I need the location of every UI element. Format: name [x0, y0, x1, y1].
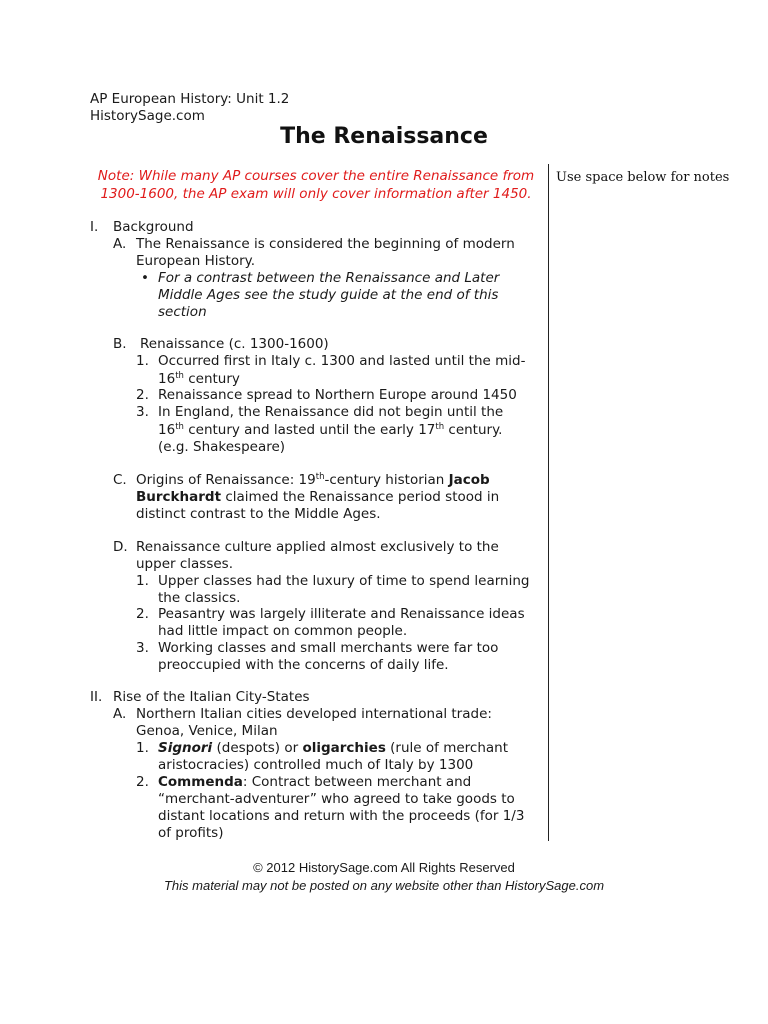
outline-text: Middle Ages see the study guide at the end of this: [158, 287, 499, 303]
item-number: 1.: [136, 573, 149, 589]
outline-text: 16th century: [158, 371, 240, 387]
outline-text: upper classes.: [136, 556, 233, 572]
outline-text: Occurred first in Italy c. 1300 and lasted until the mid-: [158, 353, 526, 369]
course-heading: AP European History: Unit 1.2: [90, 91, 290, 107]
item-number: 1.: [136, 740, 149, 756]
outline-text: Upper classes had the luxury of time to spend learning: [158, 573, 530, 589]
outline-text: the classics.: [158, 590, 241, 606]
subsection-marker: A.: [113, 236, 127, 252]
outline-text: For a contrast between the Renaissance and Later: [158, 270, 500, 286]
outline-text: Burckhardt claimed the Renaissance period stood in: [136, 489, 500, 505]
item-number: 2.: [136, 606, 149, 622]
section-heading: Background: [113, 219, 194, 235]
subsection-heading: Renaissance (c. 1300-1600): [140, 336, 329, 352]
outline-text: Commenda: Contract between merchant and: [158, 774, 472, 790]
outline-text: distinct contrast to the Middle Ages.: [136, 506, 381, 522]
section-heading: Rise of the Italian City-States: [113, 689, 310, 705]
item-number: 2.: [136, 387, 149, 403]
outline-text: of profits): [158, 825, 224, 841]
posting-notice: This material may not be posted on any website other than HistorySage.com: [163, 878, 605, 893]
subsection-marker: B.: [113, 336, 127, 352]
item-number: 2.: [136, 774, 149, 790]
subsection-marker: A.: [113, 706, 127, 722]
outline-text: preoccupied with the concerns of daily life.: [158, 657, 449, 673]
outline-text: The Renaissance is considered the beginning of modern: [136, 236, 515, 252]
subsection-marker: D.: [113, 539, 128, 555]
section-marker: II.: [90, 689, 103, 705]
outline-text: European History.: [136, 253, 255, 269]
subsection-marker: C.: [113, 472, 127, 488]
section-marker: I.: [90, 219, 99, 235]
outline-text: Northern Italian cities developed international trade:: [136, 706, 492, 722]
notes-column-label: Use space below for notes: [556, 170, 730, 185]
outline-text: distant locations and return with the proceeds (for 1/3: [158, 808, 525, 824]
exam-note: Note: While many AP courses cover the entire Renaissance from 1300-1600, the AP exam will only cover information after 1450.: [97, 168, 535, 202]
site-name: HistorySage.com: [90, 108, 205, 124]
page-title: The Renaissance: [280, 124, 488, 149]
copyright-footer: © 2012 HistorySage.com All Rights Reserved: [253, 860, 515, 875]
outline-text: 16th century and lasted until the early 17th century.: [158, 422, 503, 438]
bullet: •: [141, 270, 149, 286]
outline-text: Renaissance spread to Northern Europe around 1450: [158, 387, 517, 403]
outline-text: Origins of Renaissance: 19th-century historian Jacob: [136, 472, 490, 488]
outline-text: had little impact on common people.: [158, 623, 408, 639]
outline-text: Renaissance culture applied almost exclusively to the: [136, 539, 499, 555]
outline-text: In England, the Renaissance did not begin until the: [158, 404, 504, 420]
outline-text: aristocracies) controlled much of Italy by 1300: [158, 757, 474, 773]
column-divider: [548, 164, 549, 841]
item-number: 3.: [136, 640, 149, 656]
outline-text: Signori (despots) or oligarchies (rule of merchant: [158, 740, 509, 756]
outline-text: (e.g. Shakespeare): [158, 439, 286, 455]
outline-text: Peasantry was largely illiterate and Renaissance ideas: [158, 606, 525, 622]
item-number: 1.: [136, 353, 149, 369]
outline-text: section: [158, 304, 207, 320]
item-number: 3.: [136, 404, 149, 420]
outline-text: “merchant-adventurer” who agreed to take goods to: [158, 791, 515, 807]
outline-text: Genoa, Venice, Milan: [136, 723, 278, 739]
outline-text: Working classes and small merchants were far too: [158, 640, 499, 656]
